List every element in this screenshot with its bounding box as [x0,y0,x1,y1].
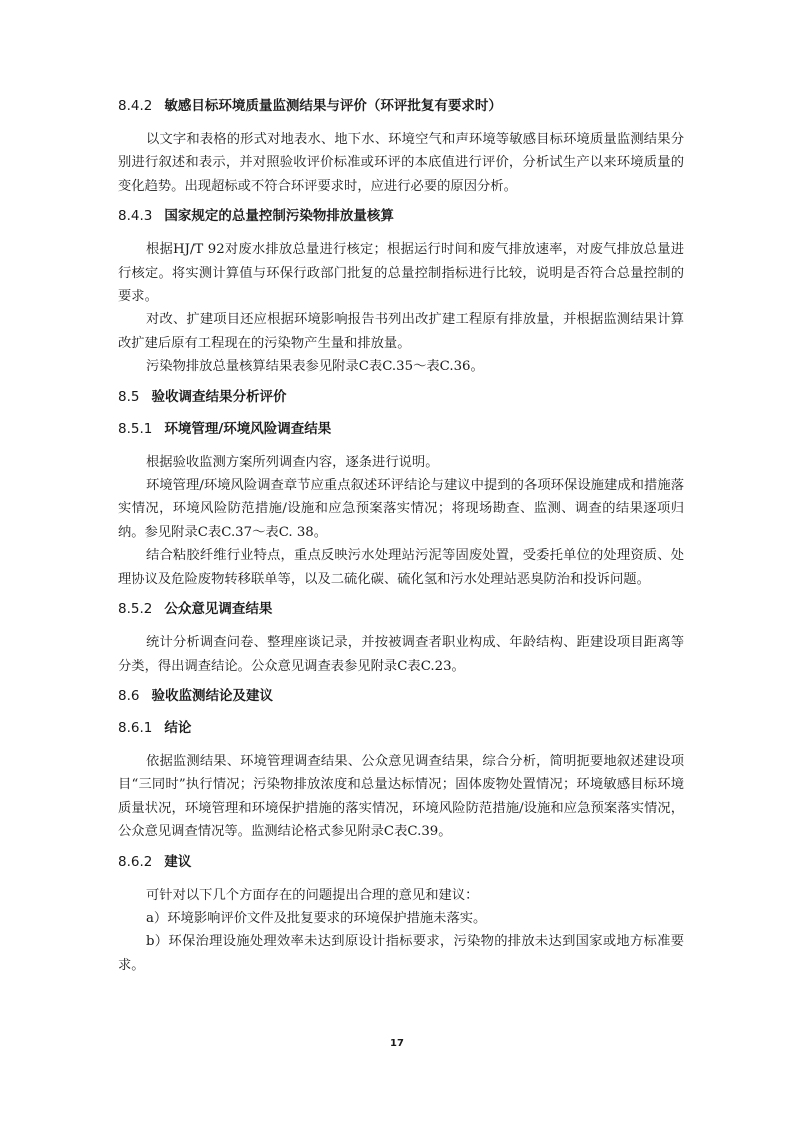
paragraph: 环境管理/环境风险调查章节应重点叙述环评结论与建议中提到的各项环保设施建成和措施落实情况，环境风险防范措施/设施和应急预案落实情况；将现场勘查、监测、调查的结果逐项归纳。参见附录C表C.37～表C. 38。 [118,478,684,540]
heading-title: 验收调查结果分析评价 [151,388,287,405]
paragraph: 对改、扩建项目还应根据环境影响报告书列出改扩建工程原有排放量，并根据监测结果计算改扩建后原有工程现在的污染物产生量和排放量。 [118,312,684,351]
heading-number: 8.6 [118,687,140,704]
heading-8-5 [118,387,684,407]
heading-number: 8.6.2 [118,853,153,870]
heading-8-6 [118,686,684,706]
paragraph: 结合粘胶纤维行业特点，重点反映污水处理站污泥等固废处置，受委托单位的处理资质、处理协议及危险废物转移联单等，以及二硫化碳、硫化氢和污水处理站恶臭防治和投诉问题。 [118,548,684,587]
paragraph: 统计分析调查问卷、整理座谈记录，并按被调查者职业构成、年龄结构、距建设项目距离等分类，得出调查结论。公众意见调查表参见附录C表C.23。 [118,635,684,674]
heading-title: 环境管理/环境风险调查结果 [164,420,332,437]
page-number: 17 [390,1038,404,1049]
heading-number: 8.6.1 [118,719,153,736]
paragraph: 根据验收监测方案所列调查内容，逐条进行说明。 [146,454,439,470]
heading-number: 8.4.2 [118,98,153,114]
document-body [118,96,684,977]
heading-title: 敏感目标环境质量监测结果与评价（环评批复有要求时） [164,98,502,114]
paragraph: 依据监测结果、环境管理调查结果、公众意见调查结果，综合分析，简明扼要地叙述建设项目“三同时”执行情况；污染物排放浓度和总量达标情况；固体废物处置情况；环境敏感目标环境质量状况，环境管理和环境保护措施的落实情况，环境风险防范措施/设施和应急预案落实情况，公众意见调查情况等。监测结论格式参见附录C表C.39。 [118,753,684,840]
heading-8-4-3 [118,206,684,226]
heading-8-6-2 [118,852,684,872]
heading-title: 建议 [164,853,192,870]
heading-title: 验收监测结论及建议 [151,687,273,704]
paragraph: 可针对以下几个方面存在的问题提出合理的意见和建议： [146,887,479,903]
heading-8-5-2 [118,599,684,619]
heading-number: 8.5.1 [118,420,153,437]
paragraph: 根据HJ/T 92对废水排放总量进行核定；根据运行时间和废气排放速率，对废气排放总量进行核定。将实测计算值与环保行政部门批复的总量控制指标进行比较，说明是否符合总量控制的要求。 [118,242,684,305]
heading-number: 8.5.2 [118,601,153,618]
heading-8-6-1 [118,718,684,738]
paragraph: 污染物排放总量核算结果表参见附录C表C.35～表C.36。 [146,359,484,375]
list-item: a）环境影响评价文件及批复要求的环境保护措施未落实。 [146,910,487,926]
heading-number: 8.4.3 [118,208,153,225]
list-item: b）环保治理设施处理效率未达到原设计指标要求，污染物的排放未达到国家或地方标准要求。 [118,934,684,973]
heading-title: 结论 [164,719,192,736]
heading-number: 8.5 [118,388,140,405]
heading-8-4-2 [118,96,684,116]
heading-title: 公众意见调查结果 [164,601,273,618]
heading-8-5-1 [118,419,684,439]
heading-title: 国家规定的总量控制污染物排放量核算 [164,208,394,225]
paragraph: 以文字和表格的形式对地表水、地下水、环境空气和声环境等敏感目标环境质量监测结果分别进行叙述和表示，并对照验收评价标准或环评的本底值进行评价，分析试生产以来环境质量的变化趋势。出现超标或不符合环评要求时，应进行必要的原因分析。 [118,132,684,194]
